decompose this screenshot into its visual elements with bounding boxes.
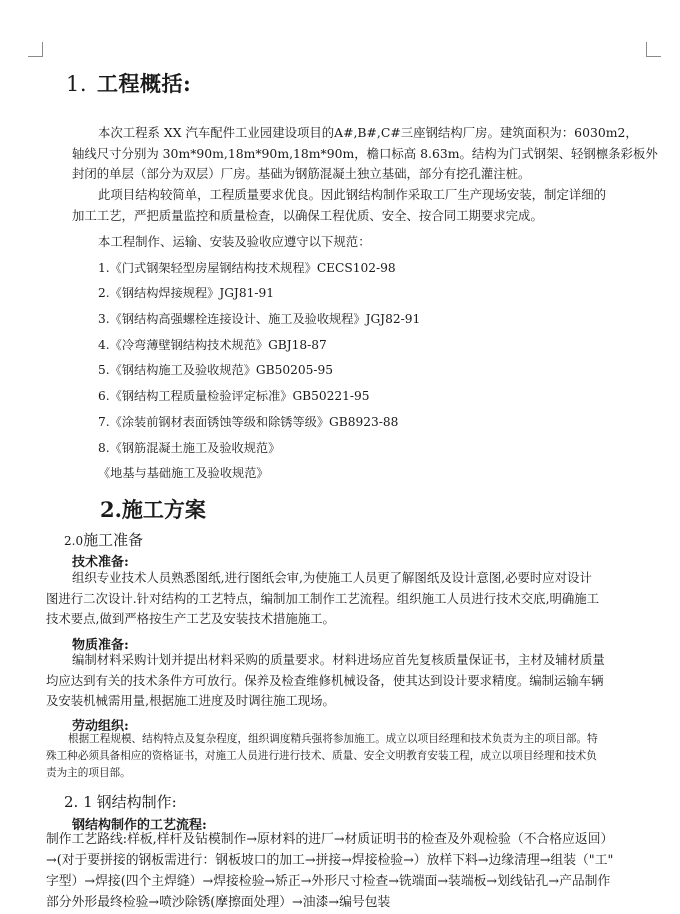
process-flow-paragraph — [46, 829, 613, 913]
subsection-2-0-number: 2.0 — [64, 534, 84, 548]
subsection-2-0-title: 施工准备 — [83, 531, 144, 549]
overview-line-3: 封闭的单层（部分为双层）厂房。基础为钢筋混凝土独立基础，部分有挖孔灌注桩。 — [72, 166, 531, 181]
material-prep-line-2: 均应达到有关的技术条件方可放行。保养及检查维修机械设备，使其达到设计要求精度。编制运输车辆 — [46, 672, 604, 688]
quality-paragraph — [72, 185, 606, 226]
tech-prep-heading: 技术准备: — [72, 555, 129, 570]
section-1-title: 工程概括: — [97, 71, 192, 96]
standard-item: 5.《钢结构施工及验收规范》GB50205-95 — [98, 363, 333, 377]
standard-item: 8.《钢筋混凝土施工及验收规范》 — [98, 441, 281, 455]
process-flow-line-2: →(对于要拼接的钢板需进行：钢板坡口的加工→拼接→焊接检验→）放样下料→边缘清理→组装（"工" — [46, 853, 614, 868]
page-corner-mark-top-right — [646, 42, 661, 57]
material-prep-heading: 物质准备: — [72, 638, 129, 653]
standard-item: 4.《冷弯薄壁钢结构技术规范》GBJ18-87 — [98, 338, 327, 352]
subsection-2-1-number: 2. 1 — [64, 793, 93, 811]
tech-prep-line-2: 图进行二次设计.针对结构的工艺特点，编制加工制作工艺流程。组织施工人员进行技术交底,明确施工 — [46, 590, 600, 606]
labor-org-line-2: 殊工种必须具备相应的资格证书，对施工人员进行进行技术、质量、安全文明教育安装工程，成立以项目经理和技术负 — [46, 750, 597, 762]
overview-paragraph — [72, 123, 658, 185]
subsection-2-0-heading — [64, 529, 143, 550]
material-prep-line-1: 编制材料采购计划并提出材料采购的质量要求。材料进场应首先复核质量保证书，主材及辅材质量 — [72, 652, 605, 667]
quality-line-2: 加工工艺，严把质量监控和质量检查，以确保工程优质、安全、按合同工期要求完成。 — [72, 207, 543, 223]
labor-org-paragraph — [46, 731, 598, 782]
section-2-heading: 2.施工方案 — [100, 497, 206, 522]
standard-item: 7.《涂装前钢材表面锈蚀等级和除锈等级》GB8923-88 — [98, 415, 399, 429]
subsection-2-1-title: 钢结构制作: — [96, 793, 177, 811]
material-prep-paragraph — [46, 650, 605, 712]
standard-item: 《地基与基础施工及验收规范》 — [98, 466, 269, 480]
standard-item: 6.《钢结构工程质量检验评定标准》GB50221-95 — [98, 389, 370, 403]
material-prep-line-3: 及安装机械需用量,根据施工进度及时调往施工现场。 — [46, 693, 335, 708]
labor-org-line-1: 根据工程规模、结构特点及复杂程度，组织调度精兵强将参加施工。成立以项目经理和技术负责为主的项目部。特 — [68, 733, 598, 745]
process-flow-line-3: 字型）→焊接(四个主焊缝）→焊接检验→矫正→外形尺寸检查→铣端面→装端板→划线钻孔→产品制作 — [46, 874, 611, 889]
section-1-number: 1. — [66, 72, 88, 96]
standards-intro — [98, 232, 371, 253]
standard-item: 3.《钢结构高强螺栓连接设计、施工及验收规程》JGJ82-91 — [98, 312, 421, 326]
page-corner-mark-top-left — [28, 42, 43, 57]
subsection-2-1-heading — [64, 791, 177, 812]
process-flow-line-1: 制作工艺路线:样板,样杆及钻模制作→原材料的进厂→材质证明书的检查及外观检验（不合格应返回） — [46, 832, 614, 847]
process-flow-heading: 钢结构制作的工艺流程: — [72, 818, 207, 833]
process-flow-line-4: 部分外形最终检验→喷沙除锈(摩擦面处理）→油漆→编号包装 — [46, 895, 391, 910]
overview-line-2: 轴线尺寸分别为 30m*90m,18m*90m,18m*90m，檐口标高 8.63m。结构为门式钢架、轻钢檩条彩板外 — [72, 145, 658, 161]
tech-prep-line-3: 技术要点,做到严格按生产工艺及安装技术措施施工。 — [46, 611, 335, 626]
section-1-heading — [66, 68, 191, 98]
standard-item: 1.《门式钢架轻型房屋钢结构技术规程》CECS102-98 — [98, 261, 396, 275]
labor-org-line-3: 责为主的项目部。 — [46, 767, 131, 779]
tech-prep-paragraph — [46, 568, 599, 630]
standard-item: 2.《钢结构焊接规程》JGJ81-91 — [98, 286, 274, 300]
labor-org-heading: 劳动组织: — [72, 719, 129, 734]
overview-line-1: 本次工程系 XX 汽车配件工业园建设项目的A#,B#,C#三座钢结构厂房。建筑面积为：6030m2， — [98, 125, 638, 140]
quality-line-1: 此项目结构较简单，工程质量要求优良。因此钢结构制作采取工厂生产现场安装，制定详细的 — [98, 187, 607, 202]
tech-prep-line-1: 组织专业技术人员熟悉图纸,进行图纸会审,为使施工人员更了解图纸及设计意图,必要时应对设计 — [72, 570, 592, 585]
standards-intro-line: 本工程制作、运输、安装及验收应遵守以下规范： — [98, 234, 371, 249]
